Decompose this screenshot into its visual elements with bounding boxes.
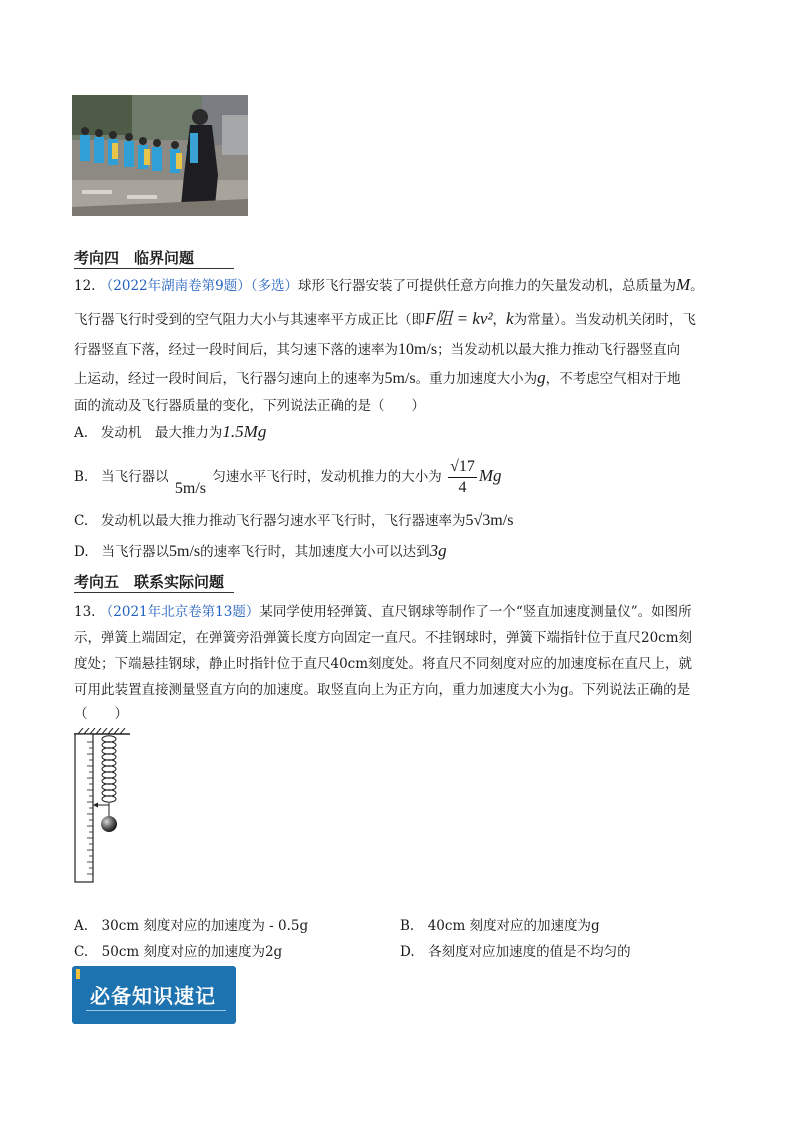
q12-line-4 <box>74 368 681 389</box>
q13-line-2: 示，弹簧上端固定，在弹簧旁沿弹簧长度方向固定一直尺。不挂钢球时，弹簧下端指针位于直尺20cm刻 <box>74 630 693 646</box>
option-label: B. <box>74 469 89 485</box>
q12-text: 上运动，经过一段时间后，飞行器匀速向上的速率为 <box>74 371 385 387</box>
option-text: 匀速水平飞行时，发动机推力的大小为 <box>212 469 442 485</box>
math-1-5Mg: 1.5Mg <box>222 422 267 441</box>
q13-line-3: 度处；下端悬挂钢球，静止时指针位于直尺40cm刻度处。将直尺不同刻度对应的加速度标在直尺上，就 <box>74 656 693 672</box>
q12-punct: ， <box>492 312 507 328</box>
badge-underline <box>86 1010 226 1011</box>
q12-text: 。重力加速度大小为 <box>415 371 538 387</box>
option-label: A. <box>74 425 89 441</box>
math-Mg: Mg <box>478 466 502 485</box>
math-speed-10: 10m/s <box>398 341 438 358</box>
q13-text: 某同学使用轻弹簧、直尺钢球等制作了一个“竖直加速度测量仪”。如图所 <box>259 604 692 620</box>
q12-line-1 <box>74 275 704 296</box>
section-heading-5: 考向五 联系实际问题 <box>74 572 234 593</box>
q13-number: 13. <box>74 604 96 620</box>
option-label: D. <box>74 544 89 560</box>
q12-line-3 <box>74 340 680 360</box>
q12-number: 12. <box>74 278 96 294</box>
option-text: 发动机以最大推力推动飞行器匀速水平飞行时，飞行器速率为 <box>101 513 466 529</box>
fraction-sqrt17-over-4 <box>448 457 477 498</box>
spring-ruler-diagram <box>72 728 132 884</box>
q12-text: 球形飞行器安装了可提供任意方向推力的矢量发动机，总质量为 <box>297 278 676 294</box>
math-g: g <box>537 368 546 387</box>
q12-option-b <box>74 457 502 499</box>
q13-line-5: （ ） <box>74 706 128 722</box>
knowledge-badge <box>72 966 236 1024</box>
q12-text: 为常量）。当发动机关闭时，飞 <box>513 312 696 328</box>
option-label: C. <box>74 513 89 529</box>
math-speed-5: 5m/s <box>174 480 207 497</box>
math-3g: 3g <box>429 541 447 560</box>
q13-line-4: 可用此装置直接测量竖直方向的加速度。取竖直向上为正方向，重力加速度大小为g。下列说法正确的是 <box>74 682 691 698</box>
speed-stack <box>175 459 206 499</box>
q12-option-d <box>74 541 447 562</box>
option-text: 当飞行器以 <box>101 469 169 485</box>
q12-source: （2022年湖南卷第9题）（多选） <box>99 278 298 294</box>
math-speed-5: 5m/s <box>169 543 201 560</box>
badge-label: 必备知识速记 <box>90 984 216 1008</box>
q13-source: （2021年北京卷第13题） <box>99 604 260 620</box>
q12-text: ；当发动机以最大推力推动飞行器竖直向 <box>437 342 681 358</box>
q13-line-1 <box>74 602 692 622</box>
math-M: M <box>675 275 691 294</box>
math-speed-5: 5m/s <box>384 370 416 387</box>
q12-line-5: 面的流动及飞行器质量的变化，下列说法正确的是（ ） <box>74 398 425 414</box>
option-text: 发动机 最大推力为 <box>100 425 223 441</box>
q12-option-c <box>74 511 513 531</box>
street-crossing-photo <box>72 95 248 216</box>
option-text: 的速率飞行时，其加速度大小可以达到 <box>200 544 430 560</box>
q12-punct: 。 <box>690 278 704 294</box>
math-drag-formula: F阻 = kv² <box>425 309 493 328</box>
q13-option-b: B. 40cm 刻度对应的加速度为g <box>400 918 600 934</box>
math-k: k <box>506 309 514 328</box>
fraction-numerator: √17 <box>448 457 477 478</box>
q12-text: 行器竖直下落，经过一段时间后，其匀速下落的速率为 <box>74 342 398 358</box>
q13-option-a: A. 30cm 刻度对应的加速度为 - 0.5g <box>74 918 309 934</box>
q12-line-2 <box>74 309 696 330</box>
q12-text: 飞行器飞行时受到的空气阻力大小与其速率平方成正比（即 <box>74 312 425 328</box>
option-text: 当飞行器以 <box>101 544 170 560</box>
q13-option-c: C. 50cm 刻度对应的加速度为2g <box>74 944 283 960</box>
fraction-denominator: 4 <box>458 479 467 496</box>
math-5sqrt3: 5√3m/s <box>465 512 514 529</box>
q13-option-d: D. 各刻度对应加速度的值是不均匀的 <box>400 944 631 960</box>
section-heading-4: 考向四 临界问题 <box>74 248 234 269</box>
badge-accent-bar <box>76 969 80 979</box>
q12-text: ，不考虑空气相对于地 <box>545 371 681 387</box>
q12-option-a <box>74 422 266 443</box>
